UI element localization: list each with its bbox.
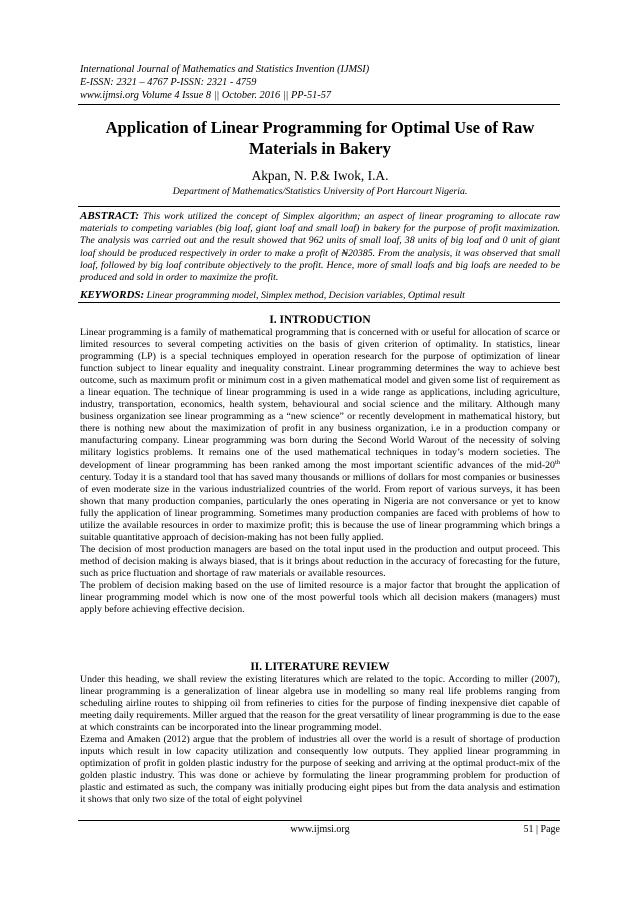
introduction-paragraph-2: The decision of most production managers are based on the total input used in the production and output proceed. This method of decision making is always biased, that is it brings about reduction in the accuracy of forecasting for the future, such as price fluctuation and shortage of raw materials or available resources. bbox=[80, 543, 560, 579]
section-heading-introduction: I. INTRODUCTION bbox=[269, 314, 371, 326]
paper-authors: Akpan, N. P.& Iwok, I.A. bbox=[251, 168, 389, 183]
introduction-paragraph-3: The problem of decision making based on the use of limited resource is a major factor that brought the application of linear programming model which is now one of the most powerful tools which all decision makers (managers) must apply before achieving effective decision. bbox=[80, 579, 560, 616]
introduction-body bbox=[80, 327, 560, 616]
intro-p1-superscript: th bbox=[554, 458, 560, 466]
literature-paragraph-2: Ezema and Amaken (2012) argue that the problem of industries all over the world is a result of shortage of production inputs which result in low capacity utilization and consequently low outputs. They applied linear programming in optimization of profit in golden plastic industry for the purpose of seeking and arriving at the optimal product-mix of the golden plastic industry. This was done or achieve by formulating the linear programming problem for production of plastic and estimated as such, the company was initially producing eight pipes but from the data analysis and estimation it shows that only two size of the total of eight polyvinel bbox=[80, 734, 560, 806]
footer-url: www.ijmsi.org bbox=[290, 824, 350, 835]
literature-paragraph-1: Under this heading, we shall review the existing literatures which are related to the topic. According to miller (2007), linear programming is a generalization of linear algebra use in modelling so many real life problems ranging from scheduling airline routes to shipping oil from refineries to cities for the purpose of finding inexpensive diet capable of meeting daily requirements. Miller argued that the reason for the great versatility of linear programming is due to the ease at which constraints can be incorporated into the linear programming model. bbox=[80, 674, 560, 734]
header-divider bbox=[78, 104, 560, 105]
section-heading-literature-review: II. LITERATURE REVIEW bbox=[250, 661, 390, 673]
paper-title: Application of Linear Programming for Optimal Use of Raw Materials in Bakery bbox=[105, 118, 535, 158]
keywords-label: KEYWORDS: bbox=[80, 289, 145, 301]
abstract-text: This work utilized the concept of Simplex algorithm; an aspect of linear programing to allocate raw materials to competing variables (big loaf, giant loaf and small loaf) in bakery for the purpose of profit maximization. The analysis was carried out and the result showed that 962 units of small loaf, 38 units of big loaf and 0 unit of giant loaf should be produced respectively in order to make a profit of ₦20385. From the analysis, it was observed that small loaf, followed by big loaf contribute objectively to the profit. Hence, more of small loafs and big loafs are needed to be produced and sold in order to maximize the profit. bbox=[80, 211, 561, 284]
keywords bbox=[80, 289, 560, 302]
journal-header bbox=[80, 63, 560, 102]
intro-p1-text-b: century. Today it is a standard tool that has saved many thousands or millions of dollars for most companies or businesses of even moderate size in the various industrialized countries of the world. From report of various surveys, it has been shown that many production companies, particularly the ones operating in Nigeria are not conversance or yet to know fully the application of linear programming. Sometimes many production companies are faced with problems of how to utilize the available resources in order to maximize profit; this is because the use of linear programming which brings a suitable quantitative approach of decision-making has not been fully applied. bbox=[80, 471, 560, 543]
intro-p1-text-a: Linear programming is a family of mathematical programming that is concerned with or useful for allocation of scarce or limited resources to several competing activities on the basis of given criterion of optimality. In statistics, linear programming (LP) is a special techniques employed in operation research for the purpose of optimization of linear function subject to linear equality and inequality constraint. Linear programming determines the way to achieve best outcome, such as maximum profit or minimum cost in a given mathematical model and given some list of requirement as a linear equation. The technique of linear programming is used in a wide range as applications, including agriculture, industry, transportation, economics, health system, behavioural and social science and the military. Although many business organization see linear programming as a “new science” or recently development in mathematical history, but there is nothing new about the maximization of profit in any business organization, i.e in a production company or manufacturing company. Linear programming was born during the Second World Warout of the necessity of solving military logistics problems. It remains one of the used mathematical techniques in today’s modern societies. The development of linear programming has been ranked among the most important scientific advances of the mid-20 bbox=[80, 327, 560, 471]
abstract-bottom-divider bbox=[78, 302, 560, 303]
journal-issn: E-ISSN: 2321 – 4767 P-ISSN: 2321 - 4759 bbox=[80, 77, 257, 88]
journal-issue: www.ijmsi.org Volume 4 Issue 8 || October. 2016 || PP-51-57 bbox=[80, 90, 331, 101]
keywords-text: Linear programming model, Simplex method, Decision variables, Optimal result bbox=[146, 290, 465, 301]
journal-name: International Journal of Mathematics and Statistics Invention (IJMSI) bbox=[80, 64, 370, 75]
abstract bbox=[80, 210, 560, 284]
abstract-label: ABSTRACT: bbox=[80, 210, 140, 222]
footer-page-number: 51 | Page bbox=[523, 824, 560, 835]
introduction-paragraph-1 bbox=[80, 327, 560, 544]
paper-affiliation: Department of Mathematics/Statistics University of Port Harcourt Nigeria. bbox=[172, 186, 468, 197]
abstract-top-divider bbox=[78, 206, 560, 207]
literature-review-body bbox=[80, 674, 560, 807]
footer-divider bbox=[78, 820, 560, 821]
